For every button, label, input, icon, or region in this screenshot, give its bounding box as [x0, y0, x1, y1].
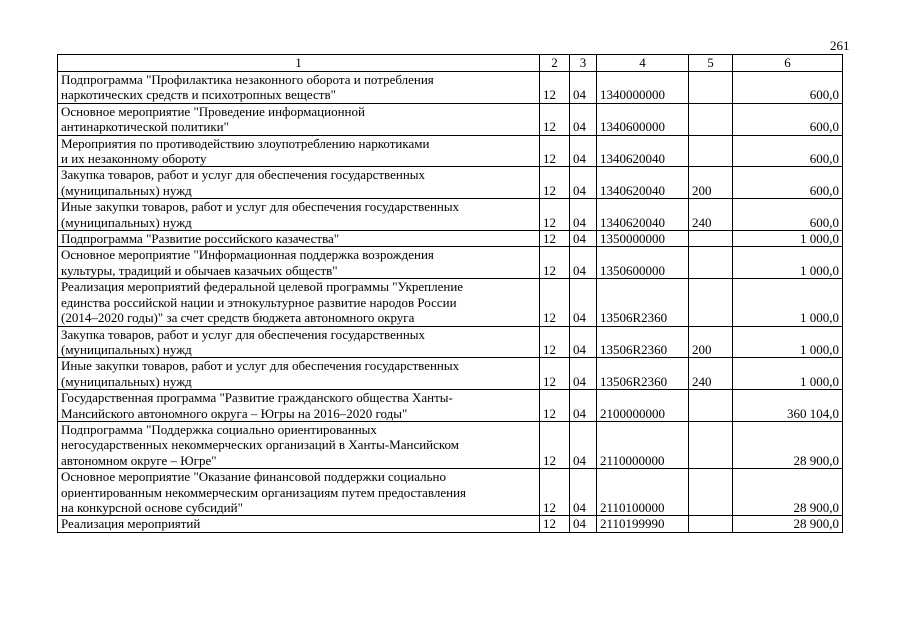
row-name-cell [58, 358, 540, 390]
table-row [58, 167, 843, 199]
row-name-line: Подпрограмма "Поддержка социально ориентированных [61, 421, 377, 437]
sum-cell: 360 104,0 [733, 390, 843, 422]
expense-type-cell: 200 [689, 167, 733, 199]
subsection-cell: 04 [570, 103, 597, 135]
section-cell: 12 [540, 326, 570, 358]
row-name-line: Реализация мероприятий [61, 516, 201, 532]
row-name-line: (муниципальных) нужд [61, 373, 192, 389]
row-name-cell [58, 279, 540, 326]
expense-type-cell: 240 [689, 199, 733, 231]
row-name-line: Иные закупки товаров, работ и услуг для обеспечения государственных [61, 199, 460, 215]
subsection-cell: 04 [570, 469, 597, 516]
target-article-cell: 1340000000 [597, 72, 689, 104]
subsection-cell: 04 [570, 199, 597, 231]
expense-type-cell [689, 279, 733, 326]
sum-cell: 600,0 [733, 103, 843, 135]
section-cell: 12 [540, 231, 570, 247]
page-number: 261 [830, 38, 850, 53]
subsection-cell: 04 [570, 421, 597, 468]
subsection-cell: 04 [570, 167, 597, 199]
section-cell: 12 [540, 358, 570, 390]
subsection-cell: 04 [570, 135, 597, 167]
header-col-6: 6 [733, 55, 843, 72]
row-name-line: негосударственных некоммерческих организаций в Ханты-Мансийском [61, 437, 460, 453]
section-cell: 12 [540, 199, 570, 231]
expense-type-cell [689, 421, 733, 468]
table-row [58, 326, 843, 358]
section-cell: 12 [540, 421, 570, 468]
table-row [58, 390, 843, 422]
target-article-cell: 13506R2360 [597, 358, 689, 390]
row-name-line: Подпрограмма "Развитие российского казачества" [61, 231, 340, 247]
subsection-cell: 04 [570, 231, 597, 247]
subsection-cell: 04 [570, 516, 597, 532]
sum-cell: 28 900,0 [733, 421, 843, 468]
sum-cell: 1 000,0 [733, 326, 843, 358]
table-row [58, 135, 843, 167]
header-col-2: 2 [540, 55, 570, 72]
row-name-cell [58, 135, 540, 167]
expense-type-cell: 200 [689, 326, 733, 358]
target-article-cell: 1340620040 [597, 167, 689, 199]
row-name-line: Основное мероприятие "Оказание финансовой поддержки социально [61, 469, 446, 485]
table-row [58, 72, 843, 104]
target-article-cell: 1340620040 [597, 199, 689, 231]
expense-type-cell [689, 247, 733, 279]
row-name-line: культуры, традиций и обычаев казачьих обществ" [61, 262, 338, 278]
row-name-line: Закупка товаров, работ и услуг для обеспечения государственных [61, 167, 426, 183]
target-article-cell: 13506R2360 [597, 326, 689, 358]
expense-type-cell [689, 516, 733, 532]
target-article-cell: 1350600000 [597, 247, 689, 279]
row-name-line: автономном округе – Югре" [61, 452, 217, 468]
section-cell: 12 [540, 516, 570, 532]
section-cell: 12 [540, 167, 570, 199]
table-row [58, 199, 843, 231]
row-name-line: и их незаконному обороту [61, 151, 207, 167]
table-row [58, 103, 843, 135]
sum-cell: 1 000,0 [733, 247, 843, 279]
section-cell: 12 [540, 135, 570, 167]
table-row [58, 279, 843, 326]
row-name-cell [58, 72, 540, 104]
section-cell: 12 [540, 469, 570, 516]
row-name-cell [58, 231, 540, 247]
expense-type-cell [689, 231, 733, 247]
expense-type-cell [689, 103, 733, 135]
target-article-cell: 2110100000 [597, 469, 689, 516]
expense-type-cell [689, 135, 733, 167]
section-cell: 12 [540, 103, 570, 135]
header-col-1: 1 [58, 55, 540, 72]
row-name-line: Мероприятия по противодействию злоупотреблению наркотиками [61, 135, 430, 151]
subsection-cell: 04 [570, 279, 597, 326]
expense-type-cell [689, 72, 733, 104]
row-name-line: Реализация мероприятий федеральной целевой программы "Укрепление [61, 279, 464, 295]
row-name-cell [58, 199, 540, 231]
row-name-line: на конкурсной основе субсидий" [61, 499, 243, 515]
row-name-line: Подпрограмма "Профилактика незаконного оборота и потребления [61, 72, 434, 87]
table-row [58, 247, 843, 279]
row-name-line: Основное мероприятие "Информационная поддержка возрождения [61, 247, 434, 263]
sum-cell: 600,0 [733, 72, 843, 104]
row-name-line: Основное мероприятие "Проведение информационной [61, 103, 365, 119]
table-row [58, 358, 843, 390]
row-name-cell [58, 167, 540, 199]
row-name-line: (муниципальных) нужд [61, 214, 192, 230]
section-cell: 12 [540, 390, 570, 422]
row-name-line: (муниципальных) нужд [61, 182, 192, 198]
sum-cell: 600,0 [733, 167, 843, 199]
table-row [58, 231, 843, 247]
row-name-cell [58, 247, 540, 279]
target-article-cell: 2110199990 [597, 516, 689, 532]
row-name-line: наркотических средств и психотропных веществ" [61, 87, 336, 103]
expense-type-cell [689, 469, 733, 516]
subsection-cell: 04 [570, 390, 597, 422]
row-name-line: Мансийского автономного округа – Югры на 2016–2020 годы" [61, 405, 408, 421]
table-row [58, 516, 843, 532]
row-name-line: единства российской нации и этнокультурное развитие народов России [61, 294, 457, 310]
sum-cell: 600,0 [733, 199, 843, 231]
row-name-line: Закупка товаров, работ и услуг для обеспечения государственных [61, 326, 426, 342]
sum-cell: 1 000,0 [733, 279, 843, 326]
target-article-cell: 2100000000 [597, 390, 689, 422]
sum-cell: 1 000,0 [733, 358, 843, 390]
header-col-5: 5 [689, 55, 733, 72]
sum-cell: 28 900,0 [733, 469, 843, 516]
budget-table [57, 54, 843, 533]
row-name-cell [58, 421, 540, 468]
header-col-4: 4 [597, 55, 689, 72]
table-row [58, 421, 843, 468]
row-name-cell [58, 516, 540, 532]
sum-cell: 600,0 [733, 135, 843, 167]
subsection-cell: 04 [570, 247, 597, 279]
row-name-cell [58, 103, 540, 135]
row-name-line: (муниципальных) нужд [61, 341, 192, 357]
section-cell: 12 [540, 72, 570, 104]
subsection-cell: 04 [570, 326, 597, 358]
row-name-line: антинаркотической политики" [61, 119, 229, 135]
subsection-cell: 04 [570, 358, 597, 390]
table-body [58, 72, 843, 533]
table-row [58, 469, 843, 516]
row-name-cell [58, 469, 540, 516]
header-row [58, 55, 843, 72]
target-article-cell: 1350000000 [597, 231, 689, 247]
row-name-line: ориентированным некоммерческим организациям путем предоставления [61, 484, 467, 500]
row-name-cell [58, 326, 540, 358]
target-article-cell: 13506R2360 [597, 279, 689, 326]
row-name-cell [58, 390, 540, 422]
target-article-cell: 1340620040 [597, 135, 689, 167]
target-article-cell: 2110000000 [597, 421, 689, 468]
expense-type-cell [689, 390, 733, 422]
target-article-cell: 1340600000 [597, 103, 689, 135]
subsection-cell: 04 [570, 72, 597, 104]
sum-cell: 28 900,0 [733, 516, 843, 532]
row-name-line: (2014–2020 годы)" за счет средств бюджета автономного округа [61, 310, 415, 326]
section-cell: 12 [540, 247, 570, 279]
sum-cell: 1 000,0 [733, 231, 843, 247]
header-col-3: 3 [570, 55, 597, 72]
row-name-line: Государственная программа "Развитие гражданского общества Ханты- [61, 390, 453, 406]
section-cell: 12 [540, 279, 570, 326]
row-name-line: Иные закупки товаров, работ и услуг для обеспечения государственных [61, 358, 460, 374]
expense-type-cell: 240 [689, 358, 733, 390]
